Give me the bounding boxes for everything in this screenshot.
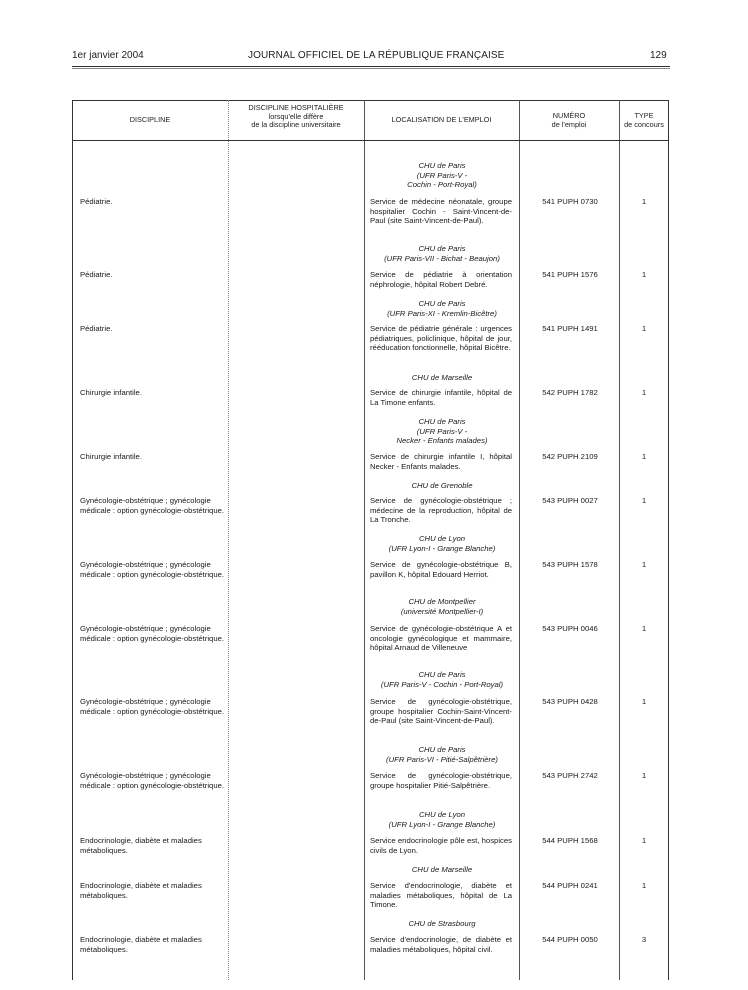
location-heading-line: CHU de Marseille <box>411 373 473 382</box>
localisation-cell: Service endocrinologie pôle est, hospices civils de Lyon. <box>370 836 512 855</box>
type-cell: 1 <box>641 771 647 780</box>
col-header-line: de la discipline universitaire <box>251 120 341 129</box>
numero-cell: 541 PUPH 0730 <box>542 197 598 206</box>
col-header-line: de concours <box>624 119 664 129</box>
numero-cell: 542 PUPH 2109 <box>542 452 598 461</box>
journal-title: JOURNAL OFFICIEL DE LA RÉPUBLIQUE FRANÇAISE <box>248 50 505 61</box>
col-header-type <box>619 112 669 129</box>
location-heading <box>368 534 516 553</box>
location-heading <box>368 417 516 446</box>
type-cell: 1 <box>641 836 647 845</box>
localisation-cell: Service de gynécologie-obstétrique, groupe hospitalier Cochin-Saint-Vincent-de-Paul (site Saint-Vincent-de-Paul). <box>370 697 512 725</box>
numero-cell: 543 PUPH 1578 <box>542 560 598 569</box>
numero-cell: 544 PUPH 1568 <box>542 836 598 845</box>
type-cell: 1 <box>641 270 647 279</box>
location-heading-line: (UFR Paris-VII - Bichat - Beaujon) <box>384 253 500 263</box>
header-date: 1er janvier 2004 <box>72 50 144 61</box>
location-heading <box>368 865 516 875</box>
localisation-cell: Service de gynécologie-obstétrique B, pavillon K, hôpital Edouard Herriot. <box>370 560 512 579</box>
localisation-cell: Service de pédiatrie à orientation néphrologie, hôpital Robert Debré. <box>370 270 512 289</box>
location-heading-line: CHU de Marseille <box>411 865 473 874</box>
discipline-cell: Pédiatrie. <box>80 270 113 279</box>
type-cell: 1 <box>641 881 647 890</box>
location-heading-line: (UFR Lyon-I - Grange Blanche) <box>388 819 496 829</box>
location-heading-line: CHU de Paris <box>418 244 466 253</box>
discipline-cell: Endocrinologie, diabète et maladies métaboliques. <box>80 935 202 954</box>
col-header-line: de l'emploi <box>551 119 587 129</box>
localisation-cell: Service de médecine néonatale, groupe hospitalier Cochin - Saint-Vincent-de-Paul (site Saint-Vincent-de-Paul). <box>370 197 512 225</box>
location-heading-line: (UFR Paris-VI - Pitié-Salpêtrière) <box>386 754 498 764</box>
location-heading-line: CHU de Paris <box>418 670 466 679</box>
type-cell: 1 <box>641 624 647 633</box>
localisation-cell: Service de gynécologie-obstétrique ; médecine de la reproduction, hôpital de La Tronche. <box>370 496 512 524</box>
type-cell: 1 <box>641 496 647 505</box>
location-heading <box>368 670 516 689</box>
discipline-cell: Pédiatrie. <box>80 324 113 333</box>
type-cell: 1 <box>641 560 647 569</box>
column-divider <box>619 100 620 980</box>
type-cell: 1 <box>641 324 647 333</box>
location-heading <box>368 244 516 263</box>
location-heading <box>368 161 516 190</box>
localisation-cell: Service d'endocrinologie, de diabète et maladies métaboliques, hôpital civil. <box>370 935 512 954</box>
numero-cell: 544 PUPH 0241 <box>542 881 598 890</box>
location-heading-line: (UFR Lyon-I - Grange Blanche) <box>388 543 496 553</box>
header-rule <box>72 66 670 67</box>
col-header-numero <box>519 112 619 129</box>
column-divider <box>228 100 229 980</box>
localisation-cell: Service de chirurgie infantile I, hôpital Necker - Enfants malades. <box>370 452 512 471</box>
localisation-cell: Service d'endocrinologie, diabète et maladies métaboliques, hôpital de La Timone. <box>370 881 512 909</box>
numero-cell: 542 PUPH 1782 <box>542 388 598 397</box>
location-heading-line: CHU de Paris <box>418 299 466 308</box>
discipline-cell: Gynécologie-obstétrique ; gynécologie médicale : option gynécologie-obstétrique. <box>80 697 225 716</box>
location-heading <box>368 597 516 616</box>
type-cell: 1 <box>641 697 647 706</box>
numero-cell: 541 PUPH 1491 <box>542 324 598 333</box>
location-heading-line: CHU de Paris <box>418 417 466 426</box>
localisation-cell: Service de gynécologie-obstétrique, groupe hospitalier Pitié-Salpêtrière. <box>370 771 512 790</box>
numero-cell: 544 PUPH 0050 <box>542 935 598 944</box>
numero-cell: 543 PUPH 0428 <box>542 697 598 706</box>
location-heading-line: CHU de Lyon <box>418 534 465 543</box>
numero-cell: 541 PUPH 1576 <box>542 270 598 279</box>
location-heading-line: CHU de Paris <box>418 161 466 170</box>
type-cell: 1 <box>641 388 647 397</box>
discipline-cell: Chirurgie infantile. <box>80 452 142 461</box>
discipline-cell: Gynécologie-obstétrique ; gynécologie médicale : option gynécologie-obstétrique. <box>80 624 225 643</box>
discipline-cell: Gynécologie-obstétrique ; gynécologie médicale : option gynécologie-obstétrique. <box>80 496 225 515</box>
location-heading-line: (UFR Paris-V - <box>416 426 468 436</box>
col-header-localisation: LOCALISATION DE L'EMPLOI <box>391 115 492 124</box>
location-heading-line: (UFR Paris-V - Cochin - Port-Royal) <box>380 679 504 689</box>
col-header-discipline: DISCIPLINE <box>129 115 171 124</box>
location-heading <box>368 810 516 829</box>
numero-cell: 543 PUPH 0046 <box>542 624 598 633</box>
header-row-rule <box>72 140 669 141</box>
discipline-cell: Chirurgie infantile. <box>80 388 142 397</box>
location-heading-line: CHU de Montpellier <box>408 597 476 606</box>
location-heading <box>368 919 516 929</box>
location-heading-line: (UFR Paris-V - <box>416 170 468 180</box>
discipline-cell: Endocrinologie, diabète et maladies métaboliques. <box>80 836 202 855</box>
header-rule-2 <box>72 68 670 69</box>
col-header-line: NUMÉRO <box>552 111 586 120</box>
col-header-discipline-hospitaliere <box>228 104 364 130</box>
location-heading-line: (UFR Paris-XI - Kremlin-Bicêtre) <box>387 308 497 318</box>
location-heading <box>368 481 516 491</box>
numero-cell: 543 PUPH 0027 <box>542 496 598 505</box>
location-heading <box>368 299 516 318</box>
discipline-cell: Gynécologie-obstétrique ; gynécologie médicale : option gynécologie-obstétrique. <box>80 560 225 579</box>
location-heading-line: Necker - Enfants malades) <box>396 436 488 445</box>
location-heading-line: CHU de Paris <box>418 745 466 754</box>
type-cell: 1 <box>641 197 647 206</box>
localisation-cell: Service de chirurgie infantile, hôpital de La Timone enfants. <box>370 388 512 407</box>
location-heading-line: (université Montpellier-I) <box>400 606 484 616</box>
location-heading-line: Cochin - Port-Royal) <box>407 180 477 189</box>
location-heading-line: CHU de Strasbourg <box>408 919 476 928</box>
type-cell: 3 <box>641 935 647 944</box>
discipline-cell: Pédiatrie. <box>80 197 113 206</box>
col-header-line: lorsqu'elle diffère <box>268 111 324 121</box>
type-cell: 1 <box>641 452 647 461</box>
col-header-line: TYPE <box>634 111 654 120</box>
location-heading-line: CHU de Grenoble <box>411 481 473 490</box>
discipline-cell: Gynécologie-obstétrique ; gynécologie médicale : option gynécologie-obstétrique. <box>80 771 225 790</box>
location-heading <box>368 373 516 383</box>
localisation-cell: Service de pédiatrie générale : urgences pédiatriques, policlinique, hôpital de jour, rééducation fonctionnelle, hôpital Bicêtre. <box>370 324 512 352</box>
location-heading <box>368 745 516 764</box>
discipline-cell: Endocrinologie, diabète et maladies métaboliques. <box>80 881 202 900</box>
col-header-line: DISCIPLINE HOSPITALIÈRE <box>248 103 344 112</box>
column-divider <box>519 100 520 980</box>
location-heading-line: CHU de Lyon <box>418 810 465 819</box>
localisation-cell: Service de gynécologie-obstétrique A et oncologie gynécologique et mammaire, hôpital Arnaud de Villeneuve <box>370 624 512 652</box>
page-number: 129 <box>650 50 667 61</box>
column-divider <box>364 100 365 980</box>
numero-cell: 543 PUPH 2742 <box>542 771 598 780</box>
